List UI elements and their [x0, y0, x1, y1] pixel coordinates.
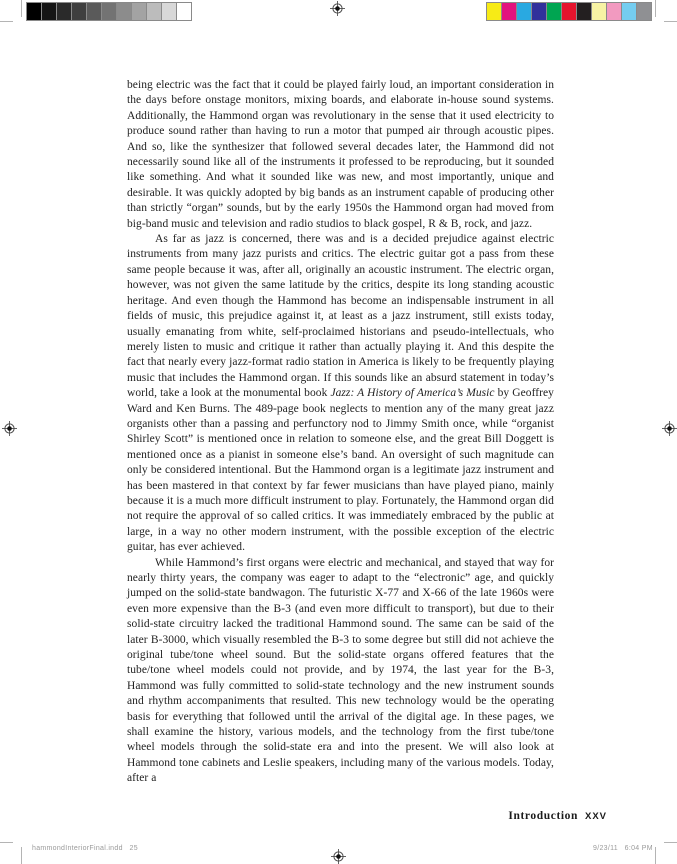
- registration-mark-icon: [662, 421, 677, 436]
- calibration-swatch: [591, 2, 607, 21]
- calibration-swatch: [621, 2, 637, 21]
- calibration-swatch: [486, 2, 502, 21]
- crop-mark: [664, 21, 677, 22]
- body-paragraph: [127, 78, 554, 232]
- paragraph-text: While Hammond’s first organs were electric and mechanical, and stayed that way for nearly thirty years, the company was eager to adapt to the “electronic” age, and quickly jumped on the solid-state bandwagon. The futuristic X-77 and X-66 of the late 1960s were even more expensive than the B-3 (and even more difficult to transport), but due to their solid-state circuitry lacked the traditional Hammond sound. The same can be said of the later B-3000, which visually resembled the B-3 to some degree but still did not achieve the original tube/tone wheel sound. But the solid-state organs offered features that the tube/tone wheel models could not provide, and by 1974, the last year for the B-3, Hammond was fully committed to solid-state technology and the new instrument sounds and rhythm accompaniments that resulted. This new technology would be the operating basis for everything that followed until the arrival of the digital age. In these pages, we shall examine the history, various models, and the technology from the first tube/tone wheel models through the solid-state era and into the present. We will also look at Hammond tone cabinets and Leslie speakers, including many of the various models. Today, after a: [127, 556, 554, 785]
- paragraph-text: As far as jazz is concerned, there was and is a decided prejudice against electric instruments from many jazz purists and critics. The electric guitar got a pass from these same people because it was, after all, originally an acoustic instrument. The electric organ, however, was not given the same latitude by the critics, despite its long standing acoustic heritage. And even though the Hammond has become an indispensable instrument in all fields of music, this prejudice against it, at least as a jazz instrument, still exists today, usually emanating from white, self-proclaimed historians and pseudo-intellectuals, who merely listen to music and critique it rather than actually playing it. And this despite the fact that nearly every jazz-format radio station in America is likely to be frequently playing music that includes the Hammond organ. If this sounds like an absurd statement in today’s world, take a look at the monumental book: [127, 233, 554, 400]
- calibration-swatch: [161, 2, 177, 21]
- calibration-swatch: [176, 2, 192, 21]
- registration-mark-icon: [331, 849, 346, 864]
- calibration-swatch: [501, 2, 517, 21]
- page-footer: [508, 806, 607, 824]
- calibration-swatch: [636, 2, 652, 21]
- crop-mark: [664, 842, 677, 843]
- calibration-swatch: [131, 2, 147, 21]
- body-paragraph: [127, 556, 554, 787]
- calibration-swatch: [516, 2, 532, 21]
- calibration-swatch: [146, 2, 162, 21]
- footer-spacer: [578, 810, 585, 822]
- calibration-swatch: [86, 2, 102, 21]
- slug-timestamp: 9/23/11 6:04 PM: [593, 845, 653, 852]
- crop-mark: [21, 847, 22, 864]
- calibration-swatch: [101, 2, 117, 21]
- paragraph-text: being electric was the fact that it could be played fairly loud, an important consideration in the days before onstage monitors, mixing boards, and elaborate in-house sound systems. Additionally, the Hammond organ was revolutionary in the sense that it used electricity to produce sound rather than having to run a motor that pumped air through acoustic pipes. And so, like the synthesizer that followed several decades later, the Hammond did not necessarily sound like all of the instruments it professed to be reproducing, but it sounded like something. And what it sounded like was new, and most importantly, unique and desirable. It was quickly adopted by big bands as an instrument capable of producing other than strictly “organ” sounds, but by the early 1950s the Hammond organ had moved from big-band music and television and radio studios to black gospel, R & B, rock, and jazz.: [127, 79, 554, 230]
- book-title-italic: Jazz: A History of America’s Music: [330, 387, 495, 400]
- calibration-swatch: [531, 2, 547, 21]
- crop-mark: [0, 842, 13, 843]
- color-calibration-bar: [487, 2, 652, 21]
- calibration-swatch: [26, 2, 42, 21]
- calibration-swatch: [116, 2, 132, 21]
- crop-mark: [655, 847, 656, 864]
- slug-filename: hammondInteriorFinal.indd 25: [32, 845, 138, 852]
- registration-mark-icon: [2, 421, 17, 436]
- calibration-swatch: [546, 2, 562, 21]
- calibration-swatch: [561, 2, 577, 21]
- calibration-swatch: [606, 2, 622, 21]
- footer-section-title: Introduction: [508, 810, 579, 822]
- body-paragraph: [127, 232, 554, 556]
- calibration-swatch: [41, 2, 57, 21]
- body-text-block: [127, 78, 554, 787]
- registration-mark-icon: [330, 1, 345, 16]
- footer-page-number: XXV: [584, 811, 607, 822]
- calibration-swatch: [56, 2, 72, 21]
- paragraph-text: by Geoffrey Ward and Ken Burns. The 489-page book neglects to mention any of the many great jazz organists other than a passing and perfunctory nod to Jimmy Smith once, while “organist Shirley Scott” is mentioned once in relation to someone else, and the great Bill Doggett is mentioned once as a pianist in someone else’s band. An oversight of such magnitude can only be considered intentional. But the Hammond organ is a legitimate jazz instrument and has been mastered in that context by far fewer musicians than have played piano, mainly because it is a much more difficult instrument to play. Fortunately, the Hammond organ did not require the approval of so called critics. It was immediately embraced by the public at large, in a way no other modern instrument, with the possible exception of the electric guitar, has ever achieved.: [127, 387, 554, 554]
- grayscale-calibration-bar: [27, 2, 192, 21]
- crop-mark: [21, 0, 22, 17]
- calibration-swatch: [71, 2, 87, 21]
- calibration-swatch: [576, 2, 592, 21]
- crop-mark: [0, 21, 13, 22]
- crop-mark: [655, 0, 656, 17]
